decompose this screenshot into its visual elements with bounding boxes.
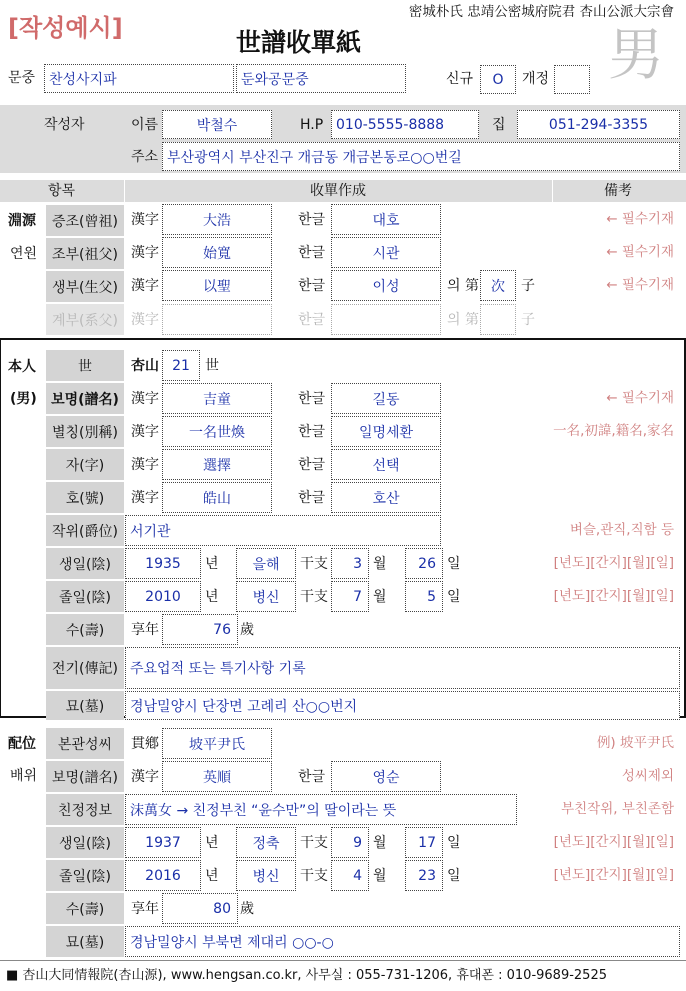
header-divider-1 (124, 180, 125, 202)
name-label: 이름 (131, 117, 159, 133)
spouse-death-day-field[interactable]: 23 (405, 860, 443, 891)
death-month-field[interactable]: 7 (331, 581, 369, 612)
year-unit: 년 (205, 835, 219, 851)
spouse-su-field[interactable]: 80 (162, 893, 238, 924)
page-title: 世譜收單紙 (236, 28, 362, 57)
header-collection: 收單作成 (310, 183, 366, 199)
revise-label: 개정 (522, 71, 550, 87)
hangul-label: 한글 (298, 245, 326, 261)
name-field[interactable]: 박철수 (162, 110, 272, 139)
birth-day-field[interactable]: 26 (405, 548, 443, 579)
required-note: ← 필수기재 (606, 277, 674, 293)
lineage-hangul-field[interactable]: 이성 (331, 270, 441, 301)
lineage-title: 淵源 (8, 213, 36, 229)
date-note: [년도][간지][월][일] (553, 588, 674, 604)
gwanhyang-label: 貫鄕 (131, 736, 159, 752)
byeolching-note: 一名,初諱,籍名,家名 (553, 423, 674, 439)
family-field[interactable]: 沫萬女 → 친정부친 “윤수만”의 딸이라는 뜻 (125, 794, 517, 825)
hangul-label: 한글 (298, 769, 326, 785)
spouse-title: 配位 (8, 736, 36, 752)
spouse-birth-month-field[interactable]: 9 (331, 827, 369, 858)
hangul-label: 한글 (298, 391, 326, 407)
se-label: 世 (46, 350, 124, 381)
ganji-label: 干支 (300, 835, 328, 851)
spouse-death-label: 졸일(陰) (46, 860, 124, 891)
new-field[interactable]: O (480, 65, 516, 94)
jeongi-label: 전기(傳記) (46, 647, 124, 689)
ganji-label: 干支 (300, 868, 328, 884)
hanja-label: 漢字 (131, 212, 159, 228)
writer-label: 작성자 (44, 117, 85, 133)
required-note: ← 필수기재 (606, 211, 674, 227)
ho-hanja-field[interactable]: 皓山 (162, 482, 272, 513)
birth-label: 생일(陰) (46, 548, 124, 579)
jagwi-label: 작위(爵位) (46, 515, 124, 546)
hangul-label: 한글 (298, 312, 326, 328)
self-title: 本人 (8, 359, 36, 375)
order-field[interactable] (480, 304, 516, 335)
bottom-rule (0, 960, 686, 961)
lineage-row-label: 계부(系父) (46, 304, 124, 335)
jagwi-note: 벼슬,관직,직함 등 (569, 522, 674, 538)
spouse-bomyeong-note: 성씨제외 (621, 768, 674, 784)
header-divider-2 (552, 180, 553, 202)
lineage-hangul-field[interactable]: 시관 (331, 237, 441, 268)
example-tag: [작성예시] (8, 14, 123, 42)
jeongi-field[interactable]: 주요업적 또는 특기사항 기록 (125, 647, 680, 689)
death-label: 졸일(陰) (46, 581, 124, 612)
su-field[interactable]: 76 (162, 614, 238, 645)
bongwan-note: 例) 坡平尹氏 (596, 735, 674, 751)
month-unit: 월 (373, 589, 387, 605)
hyangnyeon-label: 享年 (131, 622, 159, 638)
hangul-label: 한글 (298, 278, 326, 294)
death-year-field[interactable]: 2010 (125, 581, 201, 612)
revise-field[interactable] (554, 65, 590, 94)
myo-field[interactable]: 경남밀양시 단장면 고례리 산○○번지 (125, 691, 680, 720)
ja-hangul-field[interactable]: 선택 (331, 449, 441, 480)
day-unit: 일 (447, 835, 461, 851)
month-unit: 월 (373, 835, 387, 851)
day-unit: 일 (447, 589, 461, 605)
hanja-label: 漢字 (131, 424, 159, 440)
spouse-myo-field[interactable]: 경남밀양시 부북면 제대리 ○○-○ (125, 926, 680, 957)
su-unit: 歲 (240, 622, 254, 638)
ja-label: 子 (521, 312, 535, 328)
lineage-row-label: 증조(曾祖) (46, 205, 124, 236)
hanja-label: 漢字 (131, 457, 159, 473)
munjung-field-2[interactable]: 둔와공문중 (236, 64, 406, 93)
year-unit: 년 (205, 556, 219, 572)
generation-suffix: 世 (205, 358, 219, 374)
spouse-birth-day-field[interactable]: 17 (405, 827, 443, 858)
generation-field[interactable]: 21 (162, 350, 200, 381)
munjung-label: 문중 (8, 70, 36, 86)
year-unit: 년 (205, 868, 219, 884)
lineage-row-label: 조부(祖父) (46, 238, 124, 269)
spouse-bomyeong-hangul-field[interactable]: 영순 (331, 761, 441, 792)
hanja-label: 漢字 (131, 391, 159, 407)
death-day-field[interactable]: 5 (405, 581, 443, 612)
myo-label: 묘(墓) (46, 691, 124, 720)
su-label: 수(壽) (46, 614, 124, 645)
spouse-bongwan-field[interactable]: 坡平尹氏 (162, 728, 272, 759)
bomyeong-hangul-field[interactable]: 길동 (331, 383, 441, 414)
month-unit: 월 (373, 868, 387, 884)
lineage-hanja-field[interactable]: 始寬 (162, 237, 272, 268)
hanja-label: 漢字 (131, 245, 159, 261)
spouse-death-year-field[interactable]: 2016 (125, 860, 201, 891)
day-unit: 일 (447, 556, 461, 572)
spouse-su-label: 수(壽) (46, 893, 124, 924)
date-note: [년도][간지][월][일] (553, 555, 674, 571)
byeolching-hanja-field[interactable]: 一名世煥 (162, 416, 272, 447)
addr-field[interactable]: 부산광역시 부산진구 개금동 개금본동로○○번길 (162, 142, 680, 171)
hanja-label: 漢字 (131, 312, 159, 328)
spouse-birth-label: 생일(陰) (46, 827, 124, 858)
required-note: ← 필수기재 (606, 244, 674, 260)
jagwi-field[interactable]: 서기관 (125, 515, 441, 546)
month-unit: 월 (373, 556, 387, 572)
birth-ganji-field[interactable]: 을해 (236, 548, 296, 579)
hyangnyeon-label: 享年 (131, 901, 159, 917)
byeolching-label: 별칭(別稱) (46, 416, 124, 447)
ganji-label: 干支 (300, 589, 328, 605)
hp-label: H.P (300, 117, 324, 133)
hp-field[interactable]: 010-5555-8888 (331, 110, 479, 139)
ho-hangul-field[interactable]: 호산 (331, 482, 441, 513)
family-label: 친정정보 (46, 794, 124, 825)
lineage-hanja-field[interactable] (162, 304, 272, 335)
date-note: [년도][간지][월][일] (553, 867, 674, 883)
ja-hanja-field[interactable]: 選擇 (162, 449, 272, 480)
spouse-death-ganji-field[interactable]: 병신 (236, 860, 296, 891)
spouse-birth-ganji-field[interactable]: 정축 (236, 827, 296, 858)
order-label: 의 第 (447, 278, 479, 294)
spouse-death-month-field[interactable]: 4 (331, 860, 369, 891)
home-label: 집 (492, 117, 506, 133)
lineage-row-label: 생부(生父) (46, 271, 124, 302)
spouse-birth-year-field[interactable]: 1937 (125, 827, 201, 858)
home-field[interactable]: 051-294-3355 (517, 110, 680, 139)
gender-mark: 男 (608, 23, 664, 88)
order-label: 의 第 (447, 312, 479, 328)
hanja-label: 漢字 (131, 769, 159, 785)
byeolching-hangul-field[interactable]: 일명세환 (331, 416, 441, 447)
spouse-bongwan-label: 본관성씨 (46, 728, 124, 759)
day-unit: 일 (447, 868, 461, 884)
haengsan-label: 杏山 (131, 358, 159, 374)
header-remarks: 備考 (604, 183, 632, 199)
addr-label: 주소 (131, 149, 159, 165)
ja-label: 子 (521, 278, 535, 294)
family-note: 부친작위, 부친존함 (561, 801, 674, 817)
hangul-label: 한글 (298, 457, 326, 473)
hanja-label: 漢字 (131, 278, 159, 294)
date-note: [년도][간지][월][일] (553, 834, 674, 850)
munjung-field-1[interactable]: 찬성사지파 (44, 64, 234, 93)
self-title-sub: (男) (10, 391, 37, 407)
hangul-label: 한글 (298, 424, 326, 440)
required-note: ← 필수기재 (606, 390, 674, 406)
su-unit: 歲 (240, 901, 254, 917)
lineage-hangul-field[interactable]: 대호 (331, 204, 441, 235)
hanja-label: 漢字 (131, 490, 159, 506)
bomyeong-label: 보명(譜名) (46, 383, 124, 414)
new-label: 신규 (446, 71, 474, 87)
lineage-title-sub: 연원 (10, 246, 38, 262)
spouse-bomyeong-hanja-field[interactable]: 英順 (162, 761, 272, 792)
ho-label: 호(號) (46, 482, 124, 513)
hangul-label: 한글 (298, 212, 326, 228)
header-item: 항목 (48, 183, 76, 199)
spouse-myo-label: 묘(墓) (46, 926, 124, 957)
ganji-label: 干支 (300, 556, 328, 572)
hangul-label: 한글 (298, 490, 326, 506)
footer-info: ■ 杏山大同情報院(杏山源), www.hengsan.co.kr, 사무실 : 055-731-1206, 휴대폰 : 010-9689-2525 (6, 968, 607, 983)
clan-info: 密城朴氏 忠靖公密城府院君 杏山公派大宗會 (408, 4, 674, 20)
ja-label: 자(字) (46, 449, 124, 480)
order-field[interactable]: 次 (480, 270, 516, 301)
spouse-bomyeong-label: 보명(譜名) (46, 761, 124, 792)
birth-year-field[interactable]: 1935 (125, 548, 201, 579)
lineage-hanja-field[interactable]: 大浩 (162, 204, 272, 235)
spouse-title-sub: 배위 (10, 768, 38, 784)
death-ganji-field[interactable]: 병신 (236, 581, 296, 612)
lineage-hanja-field[interactable]: 以聖 (162, 270, 272, 301)
birth-month-field[interactable]: 3 (331, 548, 369, 579)
lineage-hangul-field[interactable] (331, 304, 441, 335)
bomyeong-hanja-field[interactable]: 吉童 (162, 383, 272, 414)
year-unit: 년 (205, 589, 219, 605)
